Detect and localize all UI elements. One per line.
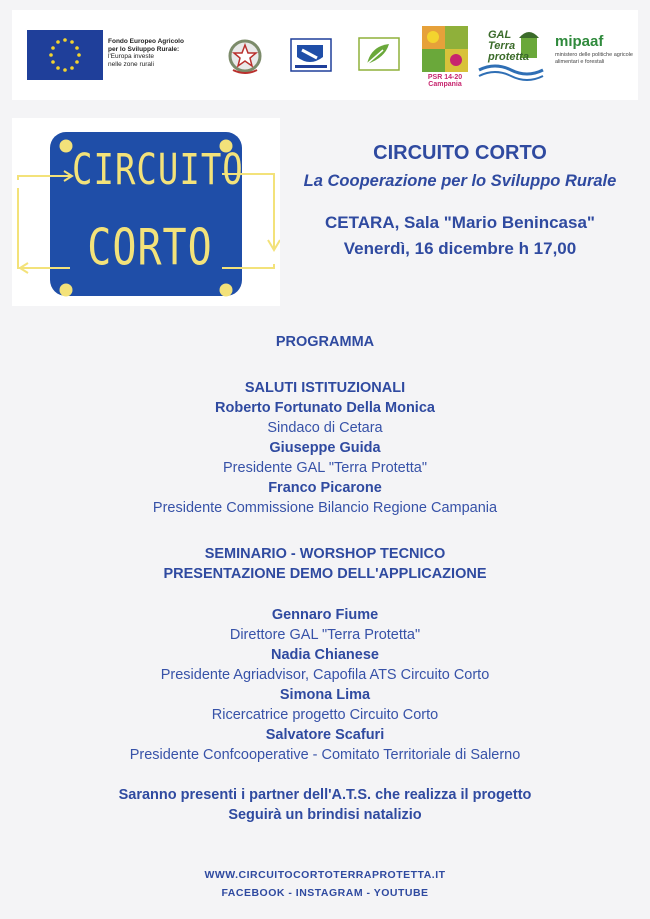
- social-links[interactable]: FACEBOOK - INSTAGRAM - YOUTUBE: [221, 887, 429, 899]
- speaker-role: Presidente Confcooperative - Comitato Territoriale di Salerno: [129, 747, 521, 763]
- speaker-name: Nadia Chianese: [271, 647, 379, 663]
- greetings-section: [0, 378, 650, 518]
- event-date: Venerdì, 16 dicembre h 17,00: [343, 239, 577, 258]
- footer: [0, 866, 650, 902]
- mipaaf-logo: mipaaf: [555, 33, 604, 50]
- leader-logo-icon: [357, 36, 401, 72]
- speaker-name: Salvatore Scafuri: [265, 727, 385, 743]
- mipaaf-caption: ministero delle politiche agricole alimentari e forestali: [555, 52, 633, 65]
- gal-label: GAL Terra protetta: [488, 29, 529, 63]
- speaker-role: Presidente Agriadvisor, Capofila ATS Circuito Corto: [160, 667, 490, 683]
- seminar-heading: SEMINARIO - WORSHOP TECNICO: [204, 546, 446, 562]
- speaker-role: Sindaco di Cetara: [267, 420, 383, 436]
- speaker-role: Ricercatrice progetto Circuito Corto: [211, 707, 439, 723]
- event-title: CIRCUITO CORTO: [373, 142, 547, 164]
- eu-caption-line: Fondo Europeo Agricolo: [108, 38, 184, 45]
- logo-bar: [12, 10, 638, 100]
- speaker-name: Giuseppe Guida: [269, 440, 381, 456]
- event-subtitle: La Cooperazione per lo Sviluppo Rurale: [303, 172, 617, 190]
- event-header: [280, 140, 640, 260]
- closing-note: Saranno presenti i partner dell'A.T.S. che realizza il progetto: [118, 787, 532, 803]
- speaker-role: Presidente GAL "Terra Protetta": [223, 460, 427, 476]
- speaker-name: Gennaro Fiume: [271, 607, 379, 623]
- circuito-corto-brand-graphic: [12, 118, 280, 306]
- program-heading-block: [0, 332, 650, 352]
- brand-word-corto: CORTO: [87, 219, 213, 277]
- speaker-name: Roberto Fortunato Della Monica: [215, 400, 435, 416]
- eu-caption-line: l'Europa investe: [108, 53, 155, 60]
- brand-word-circuito: CIRCUITO: [72, 145, 244, 195]
- seminar-subheading: PRESENTAZIONE DEMO DELL'APPLICAZIONE: [163, 566, 487, 582]
- eu-caption-line: nelle zone rurali: [108, 60, 154, 68]
- speaker-role: Presidente Commissione Bilancio Regione Campania: [152, 500, 498, 516]
- eu-fund-caption: [108, 38, 208, 68]
- italian-republic-emblem-icon: [225, 34, 265, 78]
- closing-note: Seguirà un brindisi natalizio: [228, 807, 422, 823]
- eu-caption-line: per lo Sviluppo Rurale:: [108, 45, 180, 53]
- eu-flag-icon: [27, 30, 103, 80]
- greetings-heading: SALUTI ISTITUZIONALI: [244, 380, 406, 396]
- speaker-name: Franco Picarone: [268, 480, 382, 496]
- program-heading: PROGRAMMA: [275, 334, 375, 350]
- psr-label: PSR 14-20 Campania: [427, 74, 463, 88]
- website-link[interactable]: WWW.CIRCUITOCORTOTERRAPROTETTA.IT: [204, 869, 446, 881]
- speakers-section: [0, 605, 650, 765]
- speaker-name: Simona Lima: [279, 687, 371, 703]
- seminar-section: [0, 544, 650, 584]
- speaker-role: Direttore GAL "Terra Protetta": [229, 627, 421, 643]
- regione-campania-logo-icon: [289, 37, 333, 73]
- closing-section: [0, 785, 650, 825]
- event-venue: CETARA, Sala "Mario Benincasa": [325, 213, 595, 232]
